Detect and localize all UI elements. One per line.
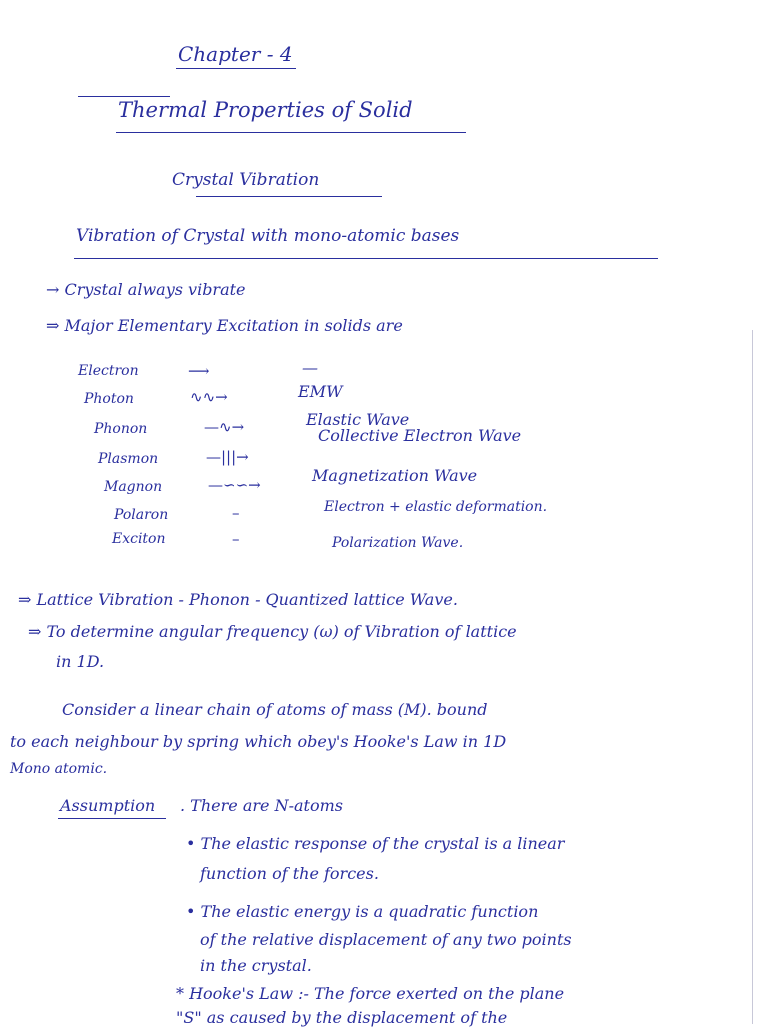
section-underline	[196, 196, 382, 197]
excitation-name: Polaron	[114, 507, 169, 523]
excitation-desc: Collective Electron Wave	[318, 426, 522, 445]
excitation-desc: —	[302, 358, 318, 377]
page-title: Thermal Properties of Solid	[118, 98, 413, 122]
consider-line-2: to each neighbour by spring which obey's Hooke's Law in 1D	[10, 732, 507, 751]
excitation-name: Plasmon	[98, 451, 159, 467]
subsection-heading: Vibration of Crystal with mono-atomic bases	[76, 226, 460, 246]
excitation-symbol: –	[232, 504, 240, 522]
excitation-desc: Electron + elastic deformation.	[324, 499, 548, 515]
intro-line-2: ⇒ Major Elementary Excitation in solids are	[46, 316, 403, 335]
excitation-symbol: ∿∿→	[190, 388, 228, 406]
excitation-name: Exciton	[112, 531, 166, 547]
excitation-symbol: —|||→	[206, 448, 249, 466]
intro-line-1: → Crystal always vibrate	[46, 280, 246, 299]
excitation-symbol: —∽∽→	[208, 476, 261, 494]
excitation-desc: EMW	[298, 382, 343, 401]
subsection-underline	[74, 258, 658, 259]
excitation-name: Photon	[84, 391, 134, 407]
section-heading: Crystal Vibration	[172, 170, 320, 190]
assumption-3-line-1: • The elastic energy is a quadratic function	[186, 902, 539, 921]
excitation-desc: Magnetization Wave	[312, 466, 478, 485]
title-overline	[78, 96, 170, 97]
chapter-heading: Chapter - 4	[178, 42, 293, 66]
assumption-4-line-1: * Hooke's Law :- The force exerted on the plane	[176, 984, 565, 1003]
lattice-line-3: in 1D.	[56, 652, 105, 671]
assumption-3-line-2: of the relative displacement of any two points	[200, 930, 572, 949]
assumption-label: Assumption	[60, 796, 156, 815]
assumption-2-line-1: • The elastic response of the crystal is a linear	[186, 834, 565, 853]
assumption-1: . There are N-atoms	[180, 796, 343, 815]
excitation-name: Magnon	[104, 479, 163, 495]
assumption-underline	[58, 818, 166, 819]
excitation-symbol: —∿→	[204, 418, 245, 436]
assumption-4-line-2: "S" as caused by the displacement of the	[176, 1008, 508, 1027]
assumption-2-line-2: function of the forces.	[200, 864, 379, 883]
lattice-line-2: ⇒ To determine angular frequency (ω) of Vibration of lattice	[28, 622, 517, 641]
assumption-3-line-3: in the crystal.	[200, 956, 312, 975]
consider-line-1: Consider a linear chain of atoms of mass (M). bound	[62, 700, 488, 719]
excitation-symbol: ⟶	[188, 362, 210, 380]
consider-line-3: Mono atomic.	[10, 761, 108, 777]
title-underline	[116, 132, 466, 133]
excitation-desc: Elastic Wave	[306, 410, 410, 429]
page-margin-line	[752, 330, 753, 1024]
excitation-desc: Polarization Wave.	[332, 535, 464, 551]
excitation-name: Phonon	[94, 421, 148, 437]
excitation-symbol: –	[232, 530, 240, 548]
chapter-underline	[176, 68, 296, 69]
lattice-line-1: ⇒ Lattice Vibration - Phonon - Quantized lattice Wave.	[18, 590, 458, 609]
excitation-name: Electron	[78, 363, 139, 379]
